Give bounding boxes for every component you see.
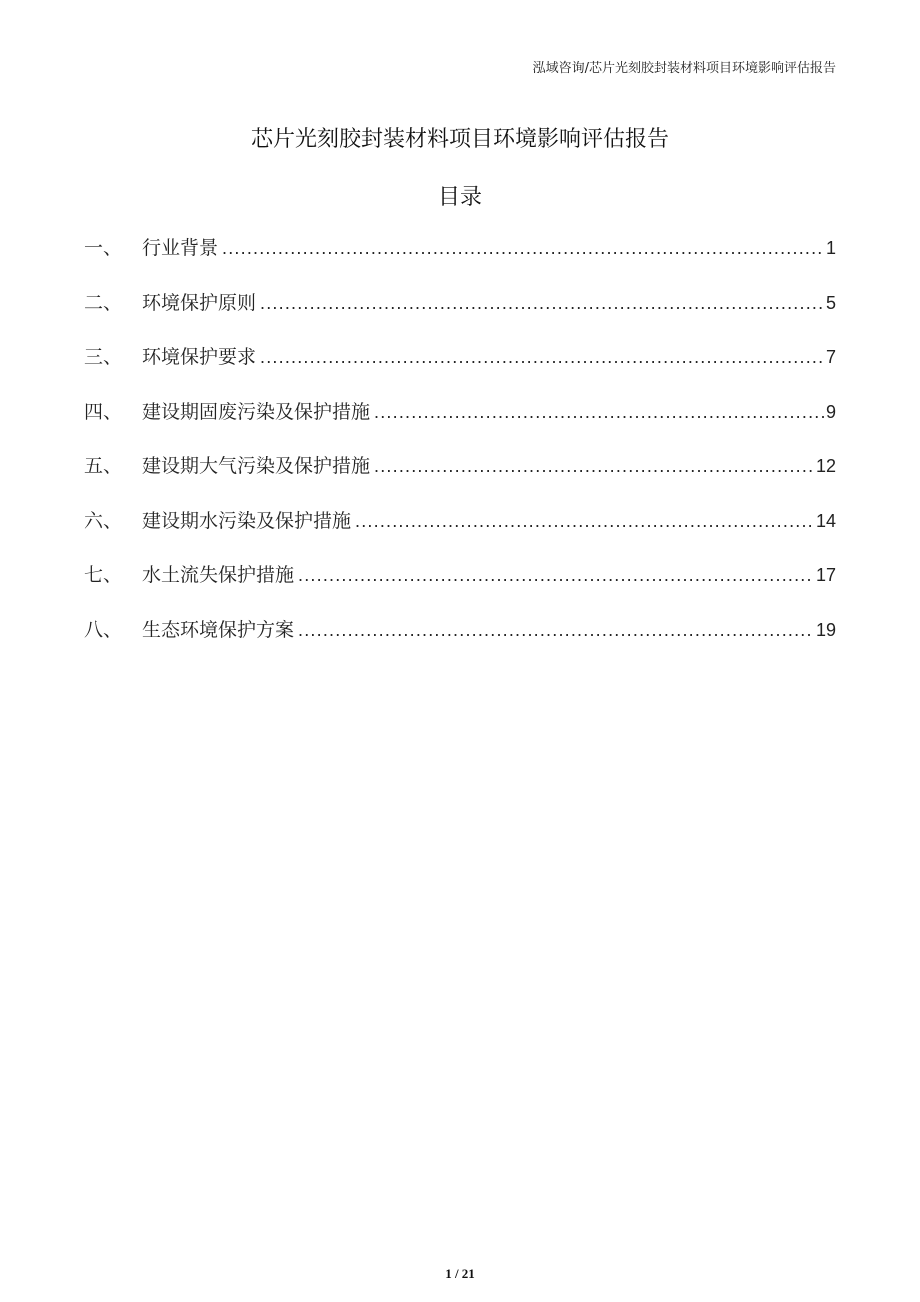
table-of-contents: [84, 233, 836, 669]
toc-entry-page: 9: [825, 401, 836, 422]
toc-entry-page: 12: [815, 456, 836, 476]
toc-entry-number: 二、: [84, 291, 123, 314]
toc-entry-page: 5: [825, 292, 836, 313]
toc-entry-number: 七、: [84, 564, 123, 586]
running-header: 泓域咨询/芯片光刻胶封装材料项目环境影响评估报告: [532, 61, 836, 76]
toc-entry-page: 19: [815, 619, 836, 640]
toc-entry[interactable]: [84, 233, 836, 288]
toc-entry-number: 四、: [84, 400, 123, 423]
document-title: 芯片光刻胶封装材料项目环境影响评估报告: [250, 127, 669, 152]
toc-entry-page: 7: [825, 347, 836, 367]
toc-entry-number: 六、: [84, 509, 123, 532]
toc-entry[interactable]: [84, 397, 836, 452]
toc-entry[interactable]: [84, 560, 836, 615]
toc-leader-dots: [355, 511, 814, 532]
page-indicator: 1 / 21: [445, 1266, 475, 1281]
toc-entry[interactable]: [84, 342, 836, 397]
toc-entry-label: 建设期水污染及保护措施: [142, 509, 352, 532]
toc-entry-page: 14: [815, 510, 836, 531]
toc-leader-dots: [374, 456, 814, 477]
toc-entry-label: 环境保护要求: [142, 346, 257, 368]
toc-entry-label: 建设期大气污染及保护措施: [142, 455, 371, 477]
toc-entry[interactable]: [84, 288, 836, 343]
toc-entry-label: 建设期固废污染及保护措施: [142, 400, 371, 423]
toc-leader-dots: [374, 402, 824, 423]
toc-entry[interactable]: [84, 615, 836, 670]
toc-heading: 目录: [437, 185, 482, 210]
toc-leader-dots: [298, 620, 814, 641]
toc-entry-label: 行业背景: [142, 237, 219, 259]
toc-entry-label: 环境保护原则: [142, 291, 257, 314]
toc-leader-dots: [260, 293, 824, 314]
toc-entry-page: 1: [825, 238, 836, 258]
toc-entry-label: 水土流失保护措施: [142, 564, 295, 586]
toc-entry-page: 17: [815, 565, 836, 585]
toc-leader-dots: [298, 565, 814, 586]
toc-entry-number: 八、: [84, 618, 123, 641]
toc-leader-dots: [222, 238, 824, 259]
toc-leader-dots: [260, 347, 824, 368]
toc-entry[interactable]: [84, 451, 836, 506]
toc-entry-number: 五、: [84, 455, 123, 477]
toc-entry-number: 一、: [84, 237, 123, 259]
toc-entry[interactable]: [84, 506, 836, 561]
toc-entry-label: 生态环境保护方案: [142, 618, 295, 641]
toc-entry-number: 三、: [84, 346, 123, 368]
